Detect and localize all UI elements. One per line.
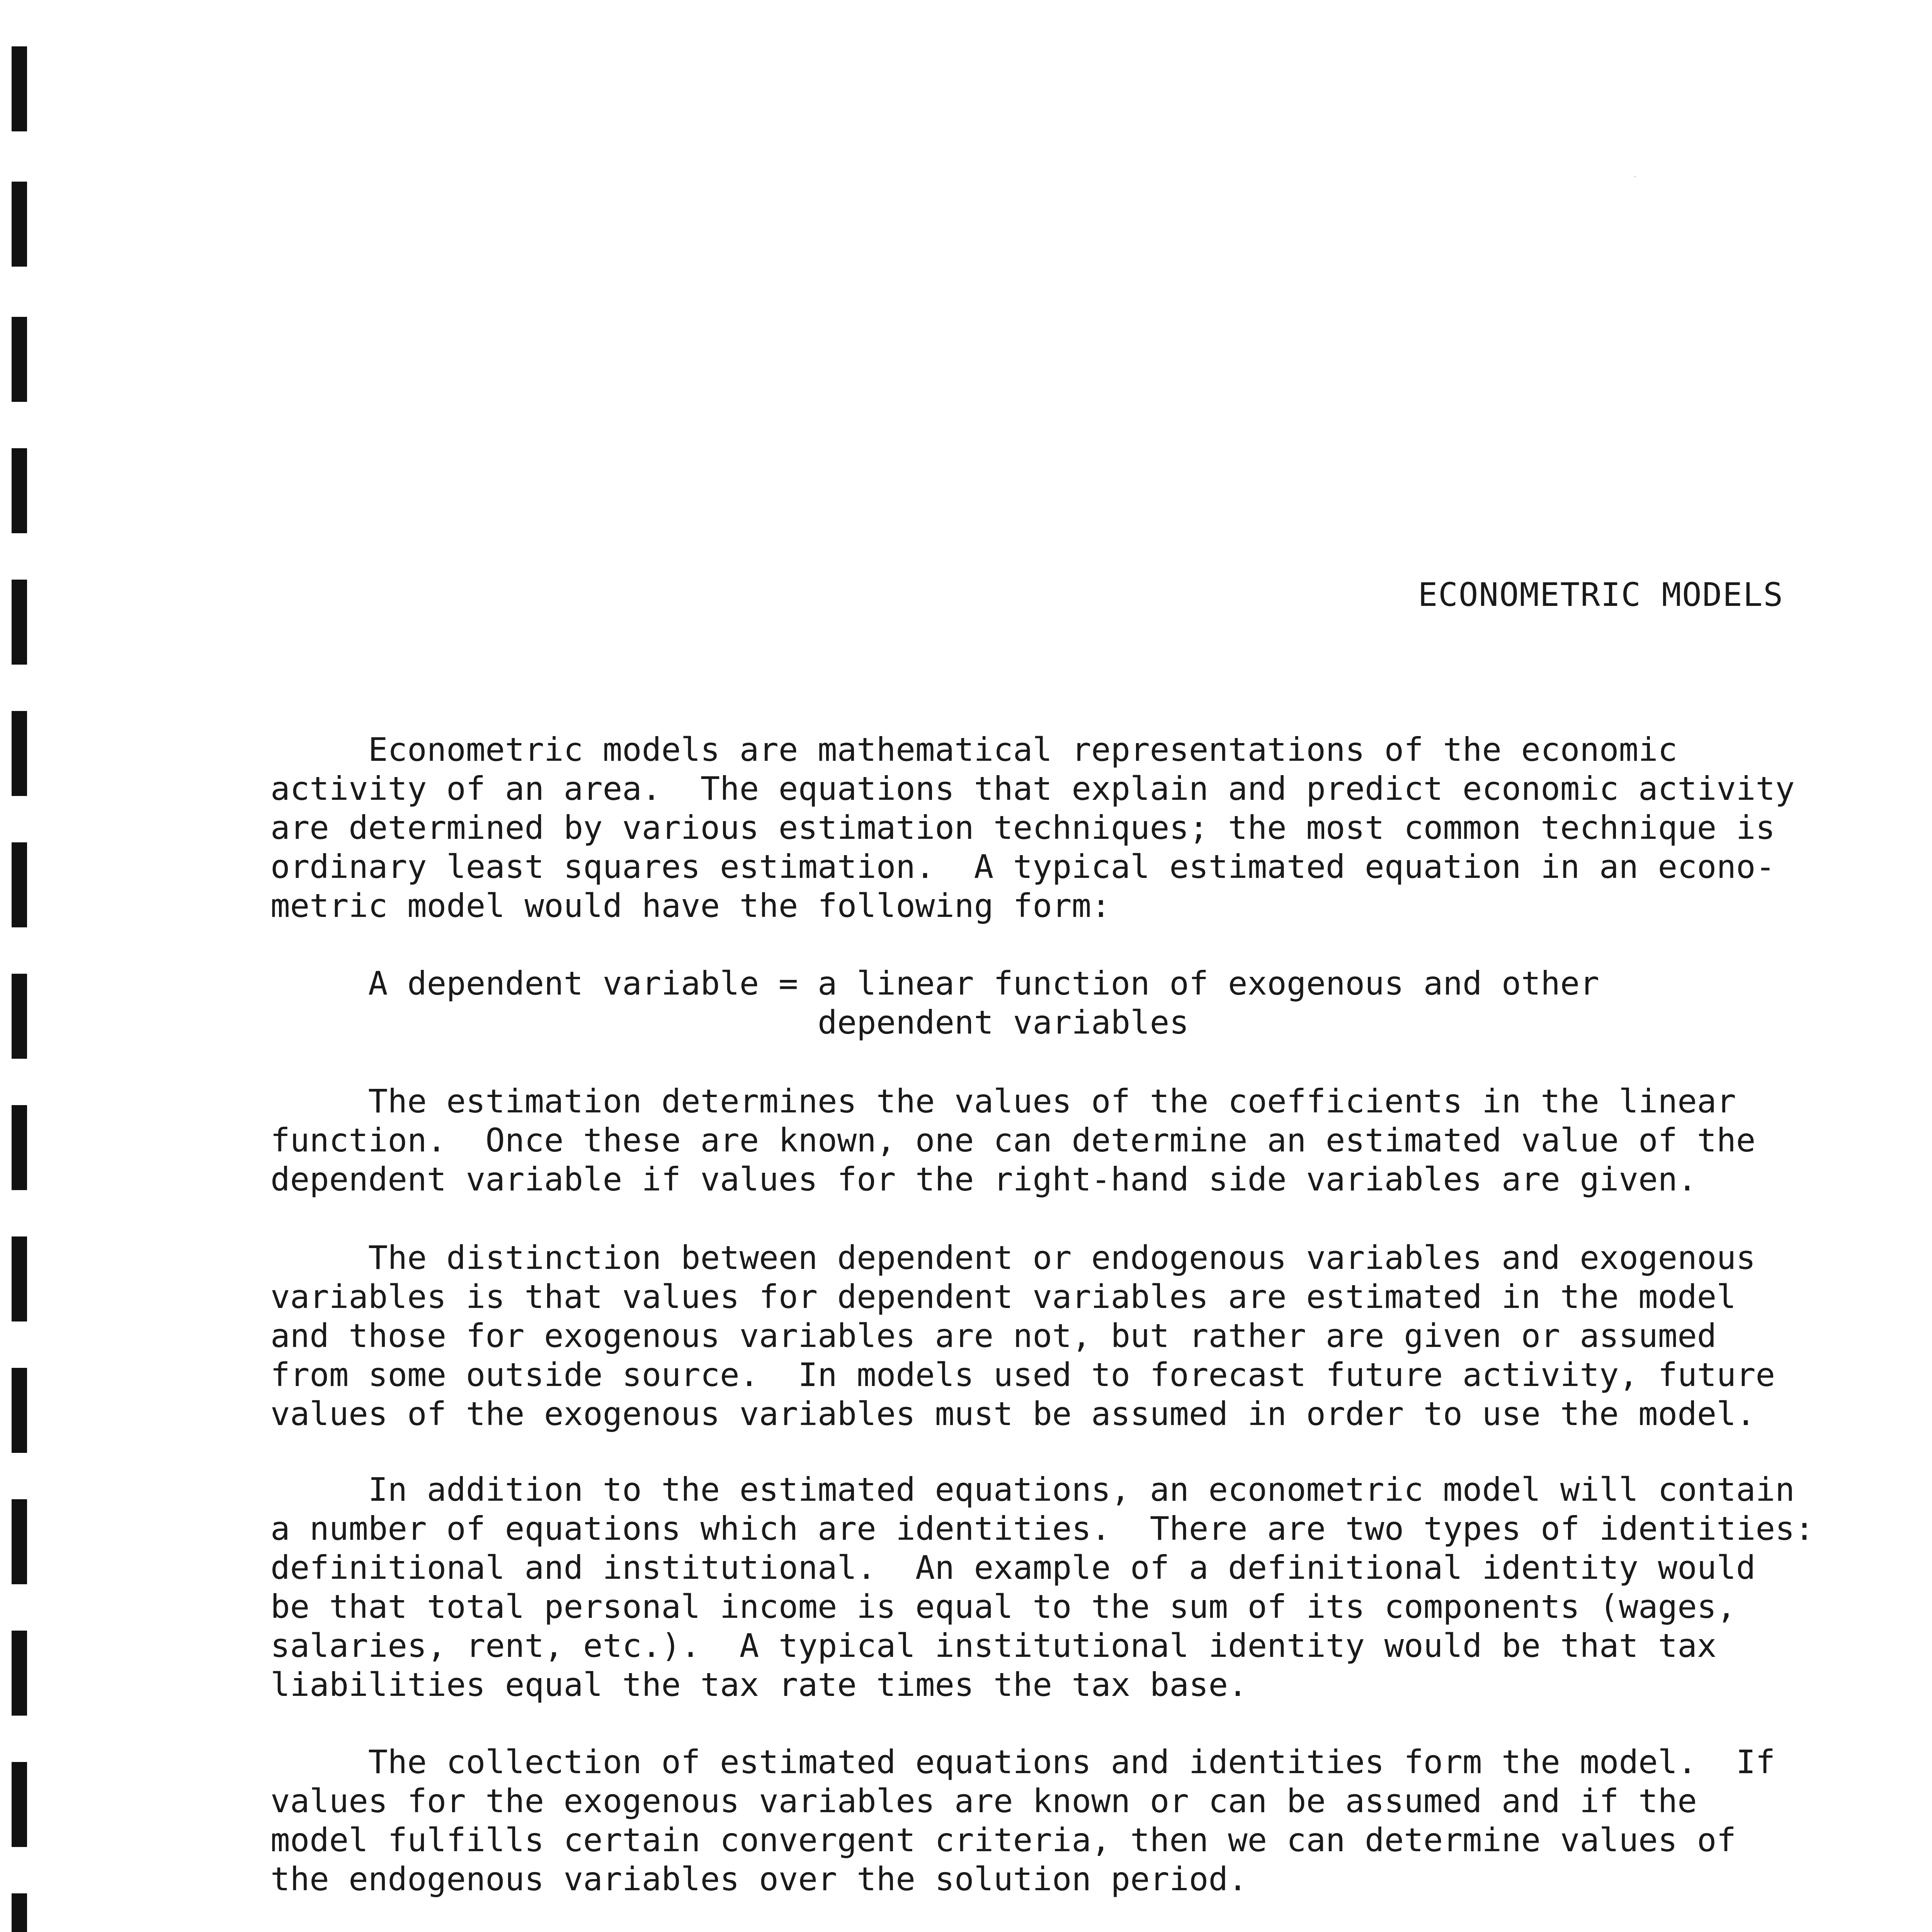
paragraph-estimation	[270, 1082, 1797, 1199]
text-line: the endogenous variables over the solution period.	[270, 1860, 1248, 1898]
text-line: dependent variable if values for the right-hand side variables are given.	[270, 1160, 1697, 1198]
text-line: values for the exogenous variables are known or can be assumed and if the	[270, 1782, 1697, 1820]
binding-mark	[12, 1499, 27, 1584]
text-line: from some outside source. In models used to forecast future activity, future	[270, 1356, 1776, 1394]
text-line: activity of an area. The equations that explain and predict economic activity	[270, 770, 1795, 808]
binding-mark	[12, 1893, 27, 1932]
text-line: a number of equations which are identities. There are two types of identities:	[270, 1510, 1815, 1548]
text-line: The estimation determines the values of the coefficients in the linear	[270, 1082, 1736, 1120]
binding-mark	[12, 1368, 27, 1453]
binding-mark	[12, 1762, 27, 1847]
binding-mark	[12, 448, 27, 533]
text-line: salaries, rent, etc.). A typical institutional identity would be that tax	[270, 1627, 1717, 1665]
text-line: The distinction between dependent or endogenous variables and exogenous	[270, 1239, 1756, 1277]
text-line: In addition to the estimated equations, an econometric model will contain	[270, 1471, 1795, 1509]
binding-mark	[12, 1631, 27, 1716]
text-line: ordinary least squares estimation. A typical estimated equation in an econo-	[270, 848, 1776, 886]
binding-mark	[12, 842, 27, 927]
text-line: be that total personal income is equal to the sum of its components (wages,	[270, 1588, 1736, 1626]
section-title: ECONOMETRIC MODELS	[1418, 576, 1784, 614]
binding-mark	[12, 1105, 27, 1190]
text-line: liabilities equal the tax rate times the tax base.	[270, 1666, 1248, 1704]
text-line: and those for exogenous variables are not, but rather are given or assumed	[270, 1317, 1717, 1355]
binding-marks	[0, 0, 77, 1932]
binding-mark	[12, 317, 27, 402]
text-line: variables is that values for dependent variables are estimated in the model	[270, 1278, 1736, 1316]
binding-mark	[12, 580, 27, 665]
text-line: model fulfills certain convergent criteria, then we can determine values of	[270, 1821, 1736, 1859]
binding-mark	[12, 182, 27, 267]
text-line: Econometric models are mathematical representations of the economic	[270, 731, 1678, 769]
text-line: definitional and institutional. An example of a definitional identity would	[270, 1549, 1756, 1587]
text-line: values of the exogenous variables must be assumed in order to use the model.	[270, 1395, 1756, 1433]
binding-mark	[12, 974, 27, 1059]
text-line: A dependent variable = a linear function of exogenous and other	[270, 964, 1599, 1002]
text-line: function. Once these are known, one can determine an estimated value of the	[270, 1121, 1756, 1159]
paragraph-distinction	[270, 1238, 1797, 1434]
text-line: The collection of estimated equations and identities form the model. If	[270, 1743, 1776, 1781]
paragraph-intro	[270, 730, 1797, 925]
text-line: metric model would have the following form:	[270, 887, 1111, 925]
equation-form	[270, 964, 1797, 1042]
paragraph-collection	[270, 1743, 1797, 1899]
binding-mark	[12, 46, 27, 131]
paragraph-identities	[270, 1470, 1815, 1704]
binding-mark	[12, 711, 27, 796]
scan-speck	[1634, 176, 1636, 177]
text-line: dependent variables	[270, 1003, 1189, 1041]
text-line: are determined by various estimation techniques; the most common technique is	[270, 809, 1776, 847]
binding-mark	[12, 1236, 27, 1321]
